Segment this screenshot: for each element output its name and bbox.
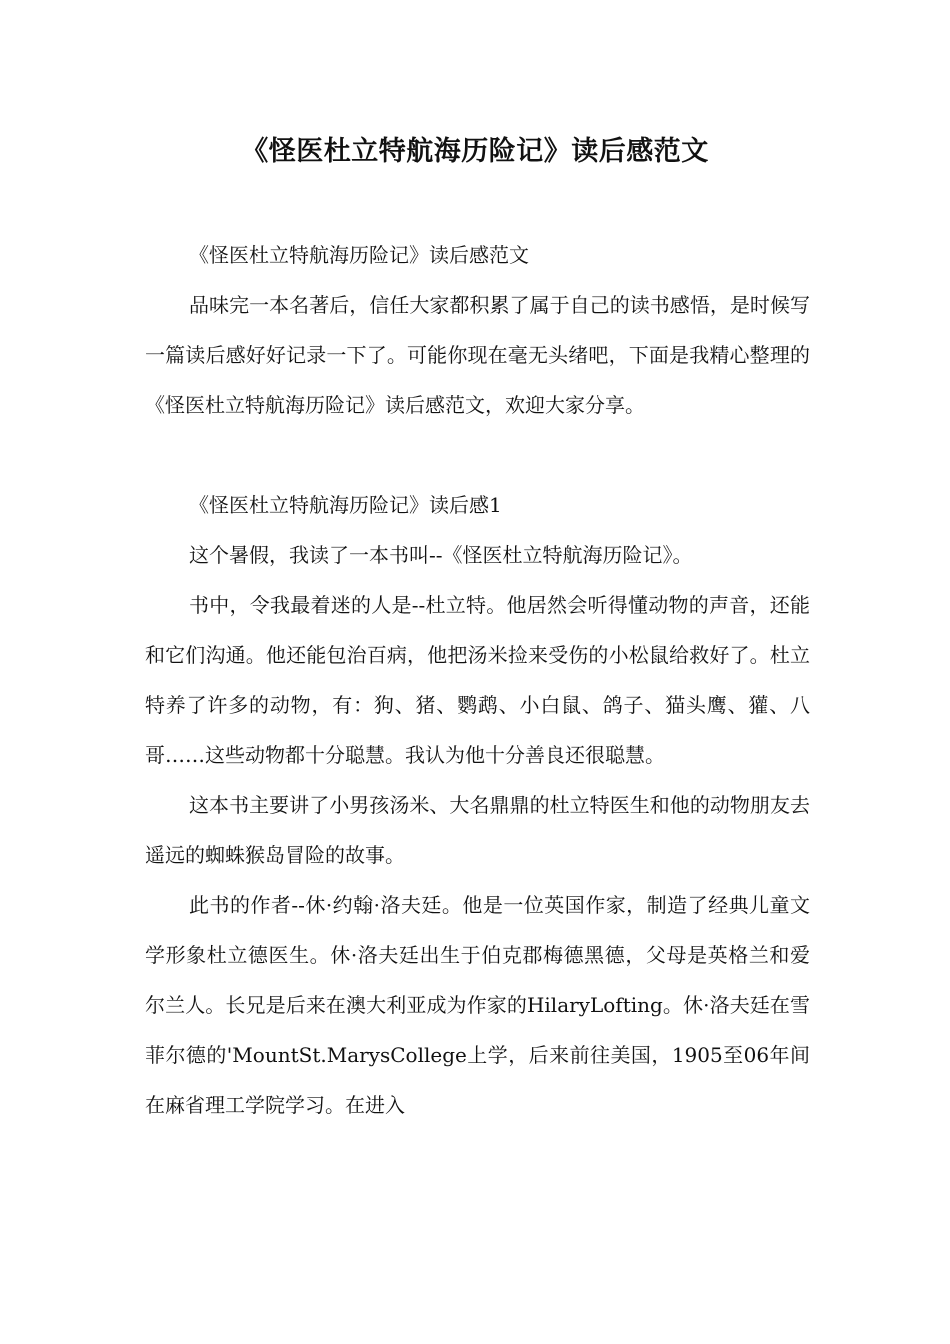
section-spacer (145, 430, 810, 480)
document-body (145, 230, 810, 1130)
paragraph-subtitle: 《怪医杜立特航海历险记》读后感范文 (189, 243, 529, 267)
paragraph: 此书的作者--休·约翰·洛夫廷。他是一位英国作家，制造了经典儿童文学形象杜立德医生。休·洛夫廷出生于伯克郡梅德黑德，父母是英格兰和爱尔兰人。长兄是后来在澳大利亚成为作家的HilaryLofting。休·洛夫廷在雪菲尔德的'MountSt.MarysCollege上学，后来前往美国，1905至06年间在麻省理工学院学习。在进入 (145, 893, 810, 1117)
paragraph-intro: 品味完一本名著后，信任大家都积累了属于自己的读书感悟，是时候写一篇读后感好好记录一下了。可能你现在毫无头绪吧，下面是我精心整理的《怪医杜立特航海历险记》读后感范文，欢迎大家分享。 (145, 293, 810, 417)
document-title: 《怪医杜立特航海历险记》读后感范文 (241, 136, 709, 167)
paragraph: 这本书主要讲了小男孩汤米、大名鼎鼎的杜立特医生和他的动物朋友去遥远的蜘蛛猴岛冒险的故事。 (145, 793, 810, 867)
paragraph-section-heading: 《怪医杜立特航海历险记》读后感1 (189, 493, 502, 517)
paragraph: 书中，令我最着迷的人是--杜立特。他居然会听得懂动物的声音，还能和它们沟通。他还能包治百病，他把汤米捡来受伤的小松鼠给救好了。杜立特养了许多的动物，有：狗、猪、鹦鹉、小白鼠、鸽子、猫头鹰、獾、八哥……这些动物都十分聪慧。我认为他十分善良还很聪慧。 (145, 593, 810, 767)
paragraph: 这个暑假，我读了一本书叫--《怪医杜立特航海历险记》。 (189, 543, 693, 567)
